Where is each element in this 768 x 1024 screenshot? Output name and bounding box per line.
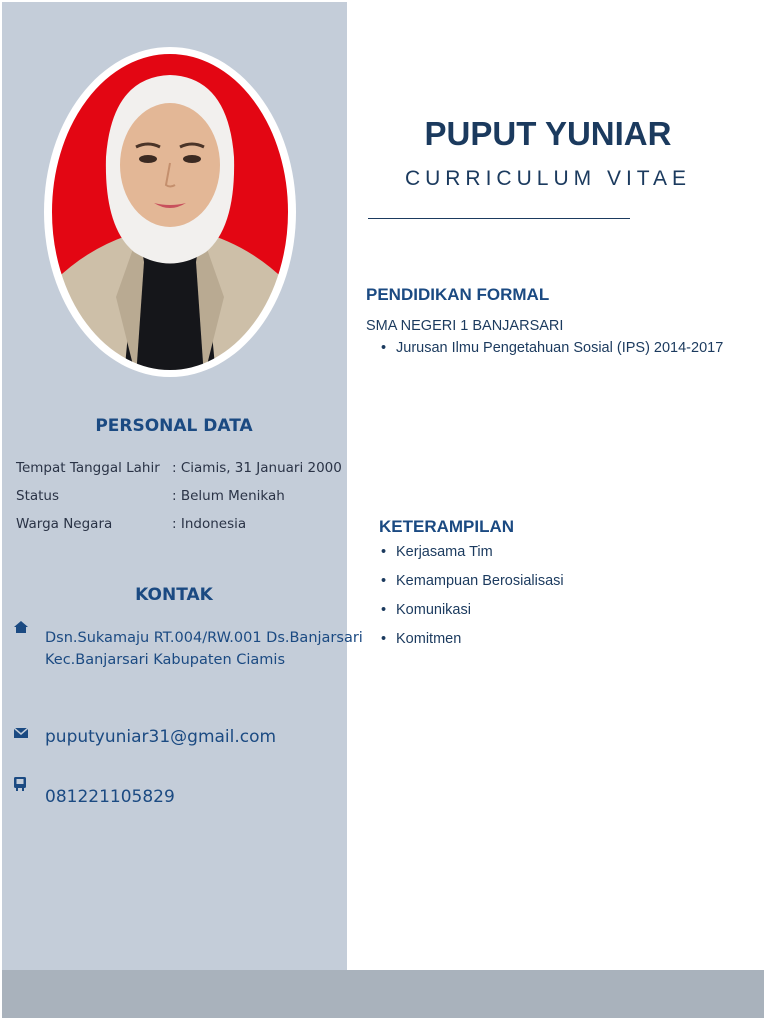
home-icon <box>14 620 28 638</box>
list-item <box>381 542 564 571</box>
list-item <box>381 600 564 629</box>
footer-band <box>2 970 764 1018</box>
pd-label: Tempat Tanggal Lahir <box>16 460 160 476</box>
skills-title: KETERAMPILAN <box>379 517 515 536</box>
education-school: SMA NEGERI 1 BANJARSARI <box>366 318 564 334</box>
pd-value: : Ciamis, 31 Januari 2000 <box>172 460 342 476</box>
contact-email[interactable]: puputyuniar31@gmail.com <box>45 727 277 747</box>
pd-label: Warga Negara <box>16 516 113 532</box>
pd-row-status <box>16 488 285 504</box>
personal-data-title: PERSONAL DATA <box>95 416 253 436</box>
cv-name: PUPUT YUNIAR <box>424 115 672 152</box>
pd-row-birth <box>16 460 342 476</box>
phone-icon <box>14 777 26 796</box>
skill-label: Kerjasama Tim <box>396 544 493 560</box>
pd-label: Status <box>16 488 60 504</box>
list-item <box>381 571 564 600</box>
skill-label: Komunikasi <box>396 602 471 618</box>
pd-value: : Indonesia <box>172 516 247 532</box>
skill-label: Kemampuan Berosialisasi <box>396 573 564 589</box>
mail-icon <box>14 725 28 743</box>
skill-label: Komitmen <box>396 631 462 647</box>
contact-address-line1: Dsn.Sukamaju RT.004/RW.001 Ds.Banjarsari <box>45 630 363 646</box>
education-detail-text: Jurusan Ilmu Pengetahuan Sosial (IPS) 2014-2017 <box>396 340 724 356</box>
header-divider <box>368 218 630 219</box>
contact-phone[interactable]: 081221105829 <box>45 787 175 807</box>
pd-value: : Belum Menikah <box>172 488 285 504</box>
pd-row-nationality <box>16 516 246 532</box>
profile-photo <box>44 47 296 377</box>
cv-subtitle: CURRICULUM VITAE <box>404 167 692 190</box>
education-detail <box>381 340 723 356</box>
list-item <box>381 629 564 658</box>
education-title: PENDIDIKAN FORMAL <box>366 285 550 304</box>
skills-list <box>381 542 564 658</box>
contact-title: KONTAK <box>135 585 213 605</box>
contact-address-line2: Kec.Banjarsari Kabupaten Ciamis <box>45 652 286 668</box>
